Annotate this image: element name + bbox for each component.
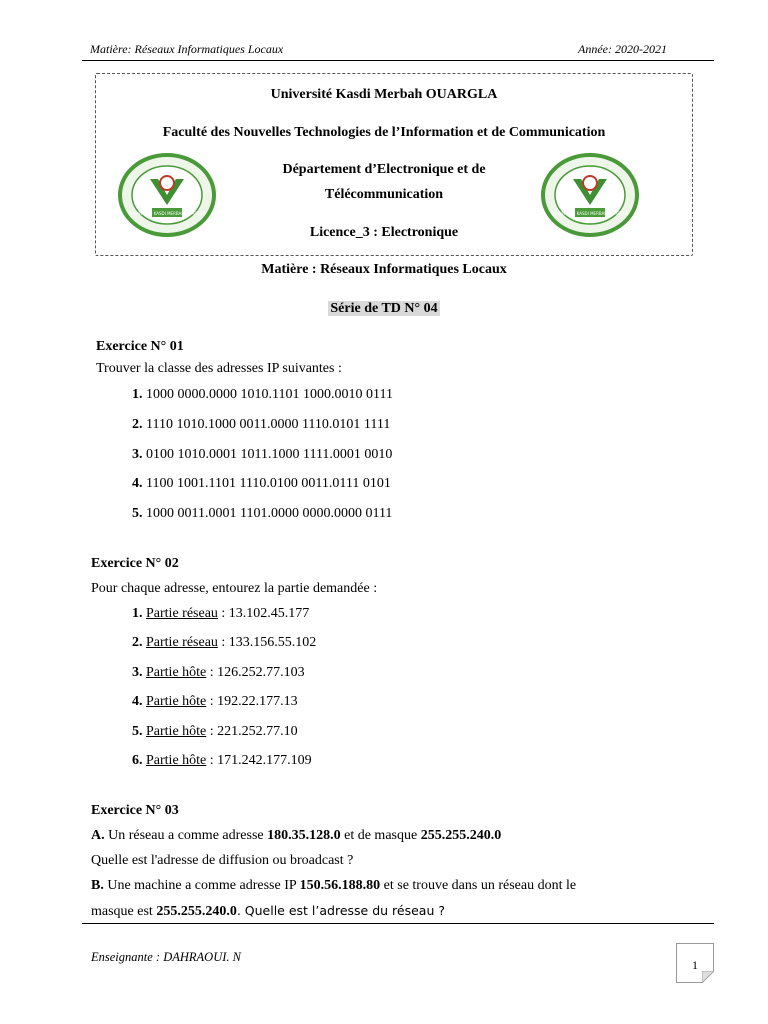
university-seal-right-icon (541, 153, 639, 237)
ex2-intro: Pour chaque adresse, entourez la partie demandée : (91, 581, 378, 596)
level: Licence_3 : Electronique (309, 225, 459, 240)
department-line2: Télécommunication (324, 187, 444, 202)
series-title: Série de TD N° 04 (330, 301, 438, 316)
header-year: Année: 2020-2021 (578, 42, 667, 56)
ex3-b-question: masque est 255.255.240.0. Quelle est l’adresse du réseau ? (91, 903, 445, 919)
ex2-item: 3. Partie hôte : 126.252.77.103 (132, 665, 305, 680)
ex2-title: Exercice N° 02 (91, 556, 179, 571)
page-number-box (676, 943, 714, 983)
header-rule (82, 60, 714, 61)
ex3-a-question: Quelle est l'adresse de diffusion ou broadcast ? (91, 853, 354, 868)
header-subject: Matière: Réseaux Informatiques Locaux (90, 42, 284, 56)
ex3-part-a: A. Un réseau a comme adresse 180.35.128.0 et de masque 255.255.240.0 (91, 828, 502, 843)
ex1-item: 3. 0100 1010.0001 1011.1000 1111.0001 0010 (132, 447, 393, 462)
seal-left-text: UNIVERSITE KASDI MERBAH OUARGLA (128, 211, 206, 216)
department-line1: Département d’Electronique et de (282, 162, 486, 177)
university-name: Université Kasdi Merbah OUARGLA (270, 87, 498, 102)
ex2-item: 4. Partie hôte : 192.22.177.13 (132, 694, 298, 709)
footer-rule (82, 923, 714, 924)
ex2-item: 1. Partie réseau : 13.102.45.177 (132, 606, 310, 621)
ex1-title: Exercice N° 01 (96, 339, 184, 354)
ex1-item: 5. 1000 0011.0001 1101.0000 0000.0000 0111 (132, 506, 393, 521)
seal-right-text: UNIVERSITE KASDI MERBAH OUARGLA (551, 211, 629, 216)
series-title-wrap (0, 301, 768, 317)
ex2-item: 2. Partie réseau : 133.156.55.102 (132, 635, 317, 650)
ex1-item: 2. 1110 1010.1000 0011.0000 1110.0101 1111 (132, 417, 391, 432)
ex3-title: Exercice N° 03 (91, 803, 179, 818)
ex1-item: 1. 1000 0000.0000 1010.1101 1000.0010 0111 (132, 387, 393, 402)
ex1-intro: Trouver la classe des adresses IP suivantes : (96, 361, 342, 376)
ex2-item: 5. Partie hôte : 221.252.77.10 (132, 724, 298, 739)
ex2-item: 6. Partie hôte : 171.242.177.109 (132, 753, 312, 768)
footer-teacher: Enseignante : DAHRAOUI. N (91, 950, 241, 964)
page-corner-fold-icon (702, 971, 714, 983)
page-number: 1 (692, 958, 698, 972)
faculty-name: Faculté des Nouvelles Technologies de l’Information et de Communication (162, 125, 606, 140)
ex1-item: 4. 1100 1001.1101 1110.0100 0011.0111 0101 (132, 476, 391, 491)
subject-title: Matière : Réseaux Informatiques Locaux (261, 262, 507, 277)
university-seal-left-icon (118, 153, 216, 237)
ex3-part-b: B. Une machine a comme adresse IP 150.56.188.80 et se trouve dans un réseau dont le (91, 878, 577, 893)
